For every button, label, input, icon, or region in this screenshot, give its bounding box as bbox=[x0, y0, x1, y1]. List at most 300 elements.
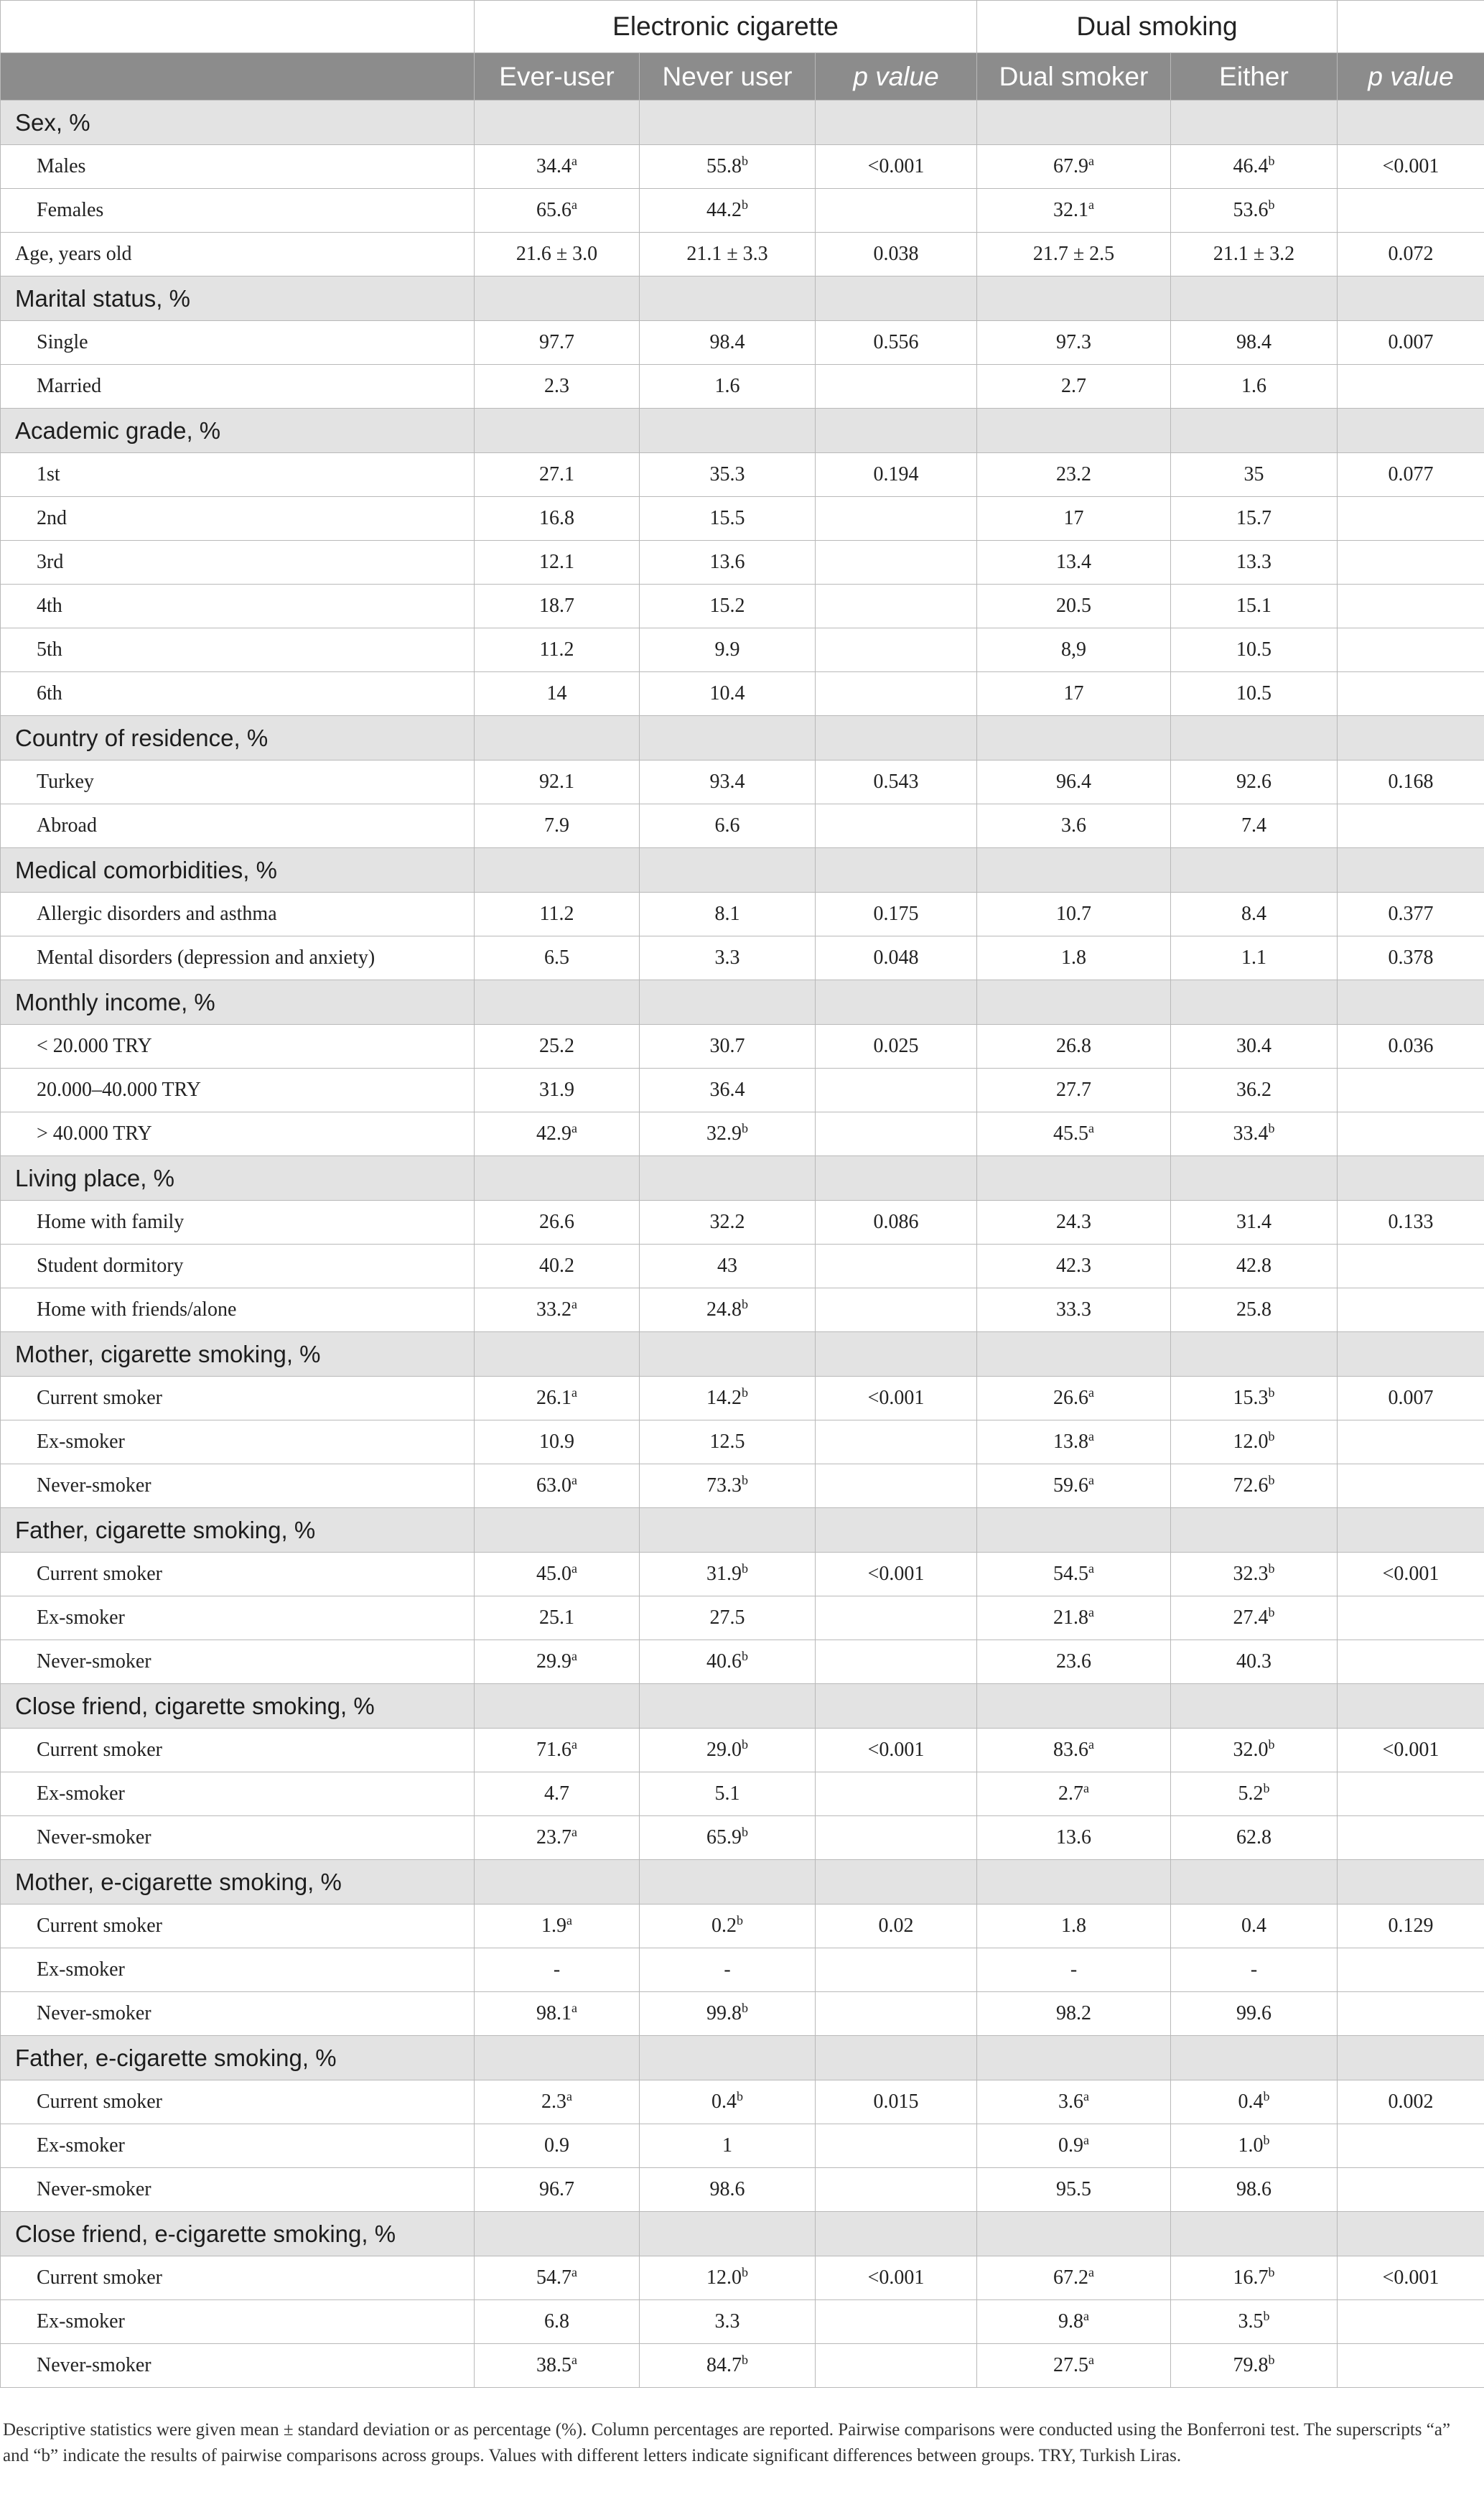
row-label: Current smoker bbox=[1, 1553, 475, 1596]
cell-value: 30.7 bbox=[709, 1035, 745, 1057]
cell-value: <0.001 bbox=[1382, 1563, 1439, 1585]
cell-dual-smoker bbox=[977, 233, 1171, 276]
cell-value: 98.6 bbox=[1236, 2178, 1271, 2200]
cell-ever-user bbox=[475, 365, 640, 409]
cell-value: 24.8 bbox=[706, 1298, 742, 1321]
significance-superscript: b bbox=[1268, 1121, 1275, 1135]
significance-superscript: b bbox=[737, 2089, 743, 2103]
cell-dual-smoker bbox=[977, 1596, 1171, 1640]
cell-either bbox=[1171, 1069, 1338, 1112]
cell-p-value-dual bbox=[1338, 1288, 1484, 1332]
cell-value: 2.3 bbox=[544, 375, 569, 397]
row-label: 6th bbox=[1, 672, 475, 716]
cell-ever-user bbox=[475, 585, 640, 628]
cell-ever-user bbox=[475, 189, 640, 233]
significance-superscript: b bbox=[742, 1121, 748, 1135]
column-header-row bbox=[1, 53, 1484, 101]
cell-p-value-ecig bbox=[816, 2168, 977, 2212]
cell-value: 12.0 bbox=[706, 2266, 742, 2289]
cell-value: 0.025 bbox=[873, 1035, 919, 1057]
cell-either bbox=[1171, 409, 1338, 453]
significance-superscript: b bbox=[1268, 1473, 1275, 1487]
cell-value: 3.6 bbox=[1058, 2091, 1083, 2113]
cell-value: 26.6 bbox=[539, 1211, 574, 1233]
cell-never-user bbox=[640, 2080, 816, 2124]
significance-superscript: a bbox=[571, 2265, 577, 2279]
cell-dual-smoker bbox=[977, 1332, 1171, 1377]
cell-value: 36.2 bbox=[1236, 1079, 1271, 1101]
column-header-p-value-dual-text: p value bbox=[1368, 61, 1454, 91]
cell-value: 0.4 bbox=[711, 2091, 737, 2113]
section-header-row bbox=[1, 2036, 1484, 2080]
cell-either bbox=[1171, 365, 1338, 409]
cell-value: 2.7 bbox=[1061, 375, 1086, 397]
row-label: Ex-smoker bbox=[1, 1596, 475, 1640]
cell-either bbox=[1171, 2124, 1338, 2168]
cell-p-value-ecig bbox=[816, 628, 977, 672]
cell-value: 92.1 bbox=[539, 771, 574, 793]
cell-ever-user bbox=[475, 2124, 640, 2168]
significance-superscript: b bbox=[742, 1385, 748, 1400]
row-label: Allergic disorders and asthma bbox=[1, 893, 475, 936]
cell-never-user bbox=[640, 2168, 816, 2212]
cell-never-user bbox=[640, 101, 816, 145]
significance-superscript: b bbox=[1268, 2353, 1275, 2367]
cell-never-user bbox=[640, 2212, 816, 2256]
cell-p-value-ecig bbox=[816, 1553, 977, 1596]
cell-ever-user bbox=[475, 761, 640, 804]
cell-p-value-dual bbox=[1338, 1464, 1484, 1508]
cell-either bbox=[1171, 2256, 1338, 2300]
table-row bbox=[1, 1420, 1484, 1464]
cell-never-user bbox=[640, 1948, 816, 1992]
cell-never-user bbox=[640, 2344, 816, 2388]
table-row bbox=[1, 2344, 1484, 2388]
cell-value: 14 bbox=[546, 682, 567, 704]
table-footnote: Descriptive statistics were given mean ± standard deviation or as percentage (%). Column percentages are reported. Pairwise comparisons were conducted using the Bonferroni test. The superscripts “a” and “b” indicate the results of pairwise comparisons across groups. Values with different letters indicate significant differences between groups. TRY, Turkish Liras. bbox=[3, 2420, 1451, 2465]
table-row bbox=[1, 1640, 1484, 1684]
cell-value: 24.3 bbox=[1056, 1211, 1091, 1233]
cell-value: 13.3 bbox=[1236, 551, 1271, 573]
cell-value: 0.02 bbox=[878, 1915, 914, 1937]
cell-value: 0.543 bbox=[873, 771, 919, 793]
cell-p-value-ecig bbox=[816, 1377, 977, 1420]
section-header-row bbox=[1, 848, 1484, 893]
cell-value: 12.1 bbox=[539, 551, 574, 573]
section-header-row bbox=[1, 1860, 1484, 1905]
cell-never-user bbox=[640, 1377, 816, 1420]
cell-p-value-dual bbox=[1338, 453, 1484, 497]
cell-p-value-ecig bbox=[816, 893, 977, 936]
cell-p-value-ecig bbox=[816, 1025, 977, 1069]
column-header-label bbox=[1, 53, 475, 101]
cell-either bbox=[1171, 1508, 1338, 1553]
cell-p-value-dual bbox=[1338, 936, 1484, 980]
cell-value: 0.377 bbox=[1388, 903, 1434, 925]
cell-p-value-dual bbox=[1338, 804, 1484, 848]
cell-either bbox=[1171, 804, 1338, 848]
cell-value: 95.5 bbox=[1056, 2178, 1091, 2200]
cell-value: 98.2 bbox=[1056, 2002, 1091, 2024]
cell-p-value-ecig bbox=[816, 189, 977, 233]
cell-p-value-dual bbox=[1338, 2080, 1484, 2124]
significance-superscript: a bbox=[566, 1913, 572, 1927]
table-row bbox=[1, 2124, 1484, 2168]
cell-value: 20.5 bbox=[1056, 595, 1091, 617]
cell-ever-user bbox=[475, 893, 640, 936]
cell-value: 13.6 bbox=[709, 551, 745, 573]
cell-p-value-dual bbox=[1338, 980, 1484, 1025]
section-header-row bbox=[1, 1684, 1484, 1729]
cell-value: 13.8 bbox=[1053, 1431, 1088, 1453]
cell-never-user bbox=[640, 1684, 816, 1729]
table-row bbox=[1, 1816, 1484, 1860]
cell-value: 0.9 bbox=[1058, 2134, 1083, 2157]
cell-dual-smoker bbox=[977, 2080, 1171, 2124]
cell-value: 21.8 bbox=[1053, 1606, 1088, 1629]
cell-p-value-dual bbox=[1338, 2212, 1484, 2256]
significance-superscript: b bbox=[742, 1297, 748, 1311]
cell-value: 31.9 bbox=[706, 1563, 742, 1585]
cell-value: 6.6 bbox=[714, 814, 740, 837]
cell-p-value-dual bbox=[1338, 1156, 1484, 1201]
cell-ever-user bbox=[475, 145, 640, 189]
row-label: Home with family bbox=[1, 1201, 475, 1245]
cell-p-value-ecig bbox=[816, 365, 977, 409]
table-row bbox=[1, 804, 1484, 848]
cell-p-value-dual bbox=[1338, 2124, 1484, 2168]
table-row bbox=[1, 1992, 1484, 2036]
cell-value: 40.6 bbox=[706, 1650, 742, 1673]
cell-value: 99.8 bbox=[706, 2002, 742, 2024]
section-header-row bbox=[1, 101, 1484, 145]
table-row bbox=[1, 1948, 1484, 1992]
cell-value: 0.9 bbox=[544, 2134, 569, 2157]
section-label: Country of residence, % bbox=[1, 716, 475, 761]
cell-dual-smoker bbox=[977, 1860, 1171, 1905]
significance-superscript: a bbox=[1083, 2309, 1089, 2323]
cell-dual-smoker bbox=[977, 145, 1171, 189]
cell-either bbox=[1171, 628, 1338, 672]
table-row bbox=[1, 1772, 1484, 1816]
section-header-row bbox=[1, 2212, 1484, 2256]
cell-never-user bbox=[640, 1332, 816, 1377]
table-row bbox=[1, 2300, 1484, 2344]
row-label: Married bbox=[1, 365, 475, 409]
cell-either bbox=[1171, 2168, 1338, 2212]
cell-p-value-dual bbox=[1338, 1377, 1484, 1420]
cell-either bbox=[1171, 2036, 1338, 2080]
cell-value: 12.0 bbox=[1233, 1431, 1269, 1453]
cell-never-user bbox=[640, 2300, 816, 2344]
significance-superscript: a bbox=[1088, 154, 1094, 168]
row-label: Age, years old bbox=[1, 233, 475, 276]
cell-ever-user bbox=[475, 2256, 640, 2300]
cell-value: 79.8 bbox=[1233, 2354, 1269, 2376]
significance-superscript: a bbox=[1088, 1429, 1094, 1443]
cell-value: 1.1 bbox=[1241, 947, 1266, 969]
significance-superscript: a bbox=[1083, 2089, 1089, 2103]
cell-p-value-ecig bbox=[816, 2080, 977, 2124]
cell-never-user bbox=[640, 189, 816, 233]
row-label: Ex-smoker bbox=[1, 2300, 475, 2344]
cell-never-user bbox=[640, 145, 816, 189]
cell-value: 98.4 bbox=[1236, 331, 1271, 353]
cell-either bbox=[1171, 1596, 1338, 1640]
cell-value: 10.5 bbox=[1236, 682, 1271, 704]
cell-never-user bbox=[640, 1860, 816, 1905]
cell-p-value-dual bbox=[1338, 1508, 1484, 1553]
cell-dual-smoker bbox=[977, 1948, 1171, 1992]
cell-value: 0.007 bbox=[1388, 1387, 1434, 1409]
cell-either bbox=[1171, 980, 1338, 1025]
cell-value: 16.7 bbox=[1233, 2266, 1269, 2289]
significance-superscript: a bbox=[571, 154, 577, 168]
cell-never-user bbox=[640, 1596, 816, 1640]
cell-dual-smoker bbox=[977, 541, 1171, 585]
cell-ever-user bbox=[475, 2212, 640, 2256]
significance-superscript: b bbox=[742, 2265, 748, 2279]
significance-superscript: b bbox=[742, 2001, 748, 2015]
cell-value: 2.3 bbox=[541, 2091, 566, 2113]
cell-dual-smoker bbox=[977, 1640, 1171, 1684]
cell-p-value-dual bbox=[1338, 2344, 1484, 2388]
cell-value: 13.4 bbox=[1056, 551, 1091, 573]
row-label: Current smoker bbox=[1, 1377, 475, 1420]
cell-p-value-ecig bbox=[816, 1905, 977, 1948]
cell-never-user bbox=[640, 1420, 816, 1464]
cell-value: <0.001 bbox=[867, 1387, 925, 1409]
row-label: 20.000–40.000 TRY bbox=[1, 1069, 475, 1112]
significance-superscript: a bbox=[1083, 1781, 1089, 1795]
cell-value: 0.002 bbox=[1388, 2091, 1434, 2113]
section-label: Medical comorbidities, % bbox=[1, 848, 475, 893]
cell-value: 9.8 bbox=[1058, 2310, 1083, 2333]
cell-value: 0.168 bbox=[1388, 771, 1434, 793]
significance-superscript: a bbox=[571, 197, 577, 212]
cell-p-value-dual bbox=[1338, 628, 1484, 672]
cell-ever-user bbox=[475, 2168, 640, 2212]
cell-p-value-dual bbox=[1338, 1729, 1484, 1772]
significance-superscript: b bbox=[1263, 2309, 1270, 2323]
group-header-dual-smoking: Dual smoking bbox=[977, 1, 1338, 53]
cell-value: 13.6 bbox=[1056, 1826, 1091, 1848]
column-header-ever-user: Ever-user bbox=[475, 53, 640, 101]
cell-value: 45.5 bbox=[1053, 1122, 1088, 1145]
cell-never-user bbox=[640, 1025, 816, 1069]
cell-ever-user bbox=[475, 1156, 640, 1201]
cell-value: 33.3 bbox=[1056, 1298, 1091, 1321]
cell-ever-user bbox=[475, 1245, 640, 1288]
cell-never-user bbox=[640, 321, 816, 365]
section-label: Father, cigarette smoking, % bbox=[1, 1508, 475, 1553]
row-label: Turkey bbox=[1, 761, 475, 804]
cell-p-value-ecig bbox=[816, 2036, 977, 2080]
cell-value: 0.036 bbox=[1388, 1035, 1434, 1057]
cell-value: 1.9 bbox=[541, 1915, 566, 1937]
cell-p-value-ecig bbox=[816, 1288, 977, 1332]
cell-value: 17 bbox=[1063, 682, 1084, 704]
cell-value: 27.4 bbox=[1233, 1606, 1269, 1629]
cell-dual-smoker bbox=[977, 848, 1171, 893]
cell-value: 44.2 bbox=[706, 199, 742, 221]
cell-p-value-ecig bbox=[816, 804, 977, 848]
cell-dual-smoker bbox=[977, 1553, 1171, 1596]
cell-never-user bbox=[640, 716, 816, 761]
significance-superscript: a bbox=[1088, 1561, 1094, 1576]
cell-p-value-ecig bbox=[816, 980, 977, 1025]
cell-dual-smoker bbox=[977, 1288, 1171, 1332]
cell-either bbox=[1171, 893, 1338, 936]
cell-p-value-ecig bbox=[816, 1596, 977, 1640]
cell-value: 0.4 bbox=[1238, 2091, 1264, 2113]
cell-value: 7.9 bbox=[544, 814, 569, 837]
significance-superscript: a bbox=[1088, 1473, 1094, 1487]
cell-dual-smoker bbox=[977, 893, 1171, 936]
cell-p-value-ecig bbox=[816, 1772, 977, 1816]
cell-value: 0.038 bbox=[873, 243, 919, 265]
cell-p-value-ecig bbox=[816, 1992, 977, 2036]
row-label: Ex-smoker bbox=[1, 2124, 475, 2168]
cell-ever-user bbox=[475, 2080, 640, 2124]
cell-dual-smoker bbox=[977, 1377, 1171, 1420]
cell-never-user bbox=[640, 2256, 816, 2300]
cell-p-value-ecig bbox=[816, 936, 977, 980]
row-label: Current smoker bbox=[1, 1905, 475, 1948]
cell-ever-user bbox=[475, 1684, 640, 1729]
row-label: Never-smoker bbox=[1, 1464, 475, 1508]
cell-value: - bbox=[553, 1958, 561, 1981]
significance-superscript: b bbox=[1263, 2133, 1270, 2147]
row-label: Single bbox=[1, 321, 475, 365]
significance-superscript: b bbox=[1268, 1605, 1275, 1619]
cell-value: 0.129 bbox=[1388, 1915, 1434, 1937]
group-header-row bbox=[1, 1, 1484, 53]
cell-value: 73.3 bbox=[706, 1474, 742, 1497]
table-row bbox=[1, 1245, 1484, 1288]
cell-value: 6.5 bbox=[544, 947, 569, 969]
cell-p-value-dual bbox=[1338, 893, 1484, 936]
cell-dual-smoker bbox=[977, 321, 1171, 365]
significance-superscript: b bbox=[742, 1825, 748, 1839]
row-label: 1st bbox=[1, 453, 475, 497]
cell-dual-smoker bbox=[977, 716, 1171, 761]
cell-p-value-dual bbox=[1338, 2168, 1484, 2212]
cell-p-value-dual bbox=[1338, 1553, 1484, 1596]
cell-ever-user bbox=[475, 1112, 640, 1156]
cell-ever-user bbox=[475, 1948, 640, 1992]
significance-superscript: a bbox=[571, 1385, 577, 1400]
table-row bbox=[1, 453, 1484, 497]
group-header-blank bbox=[1338, 1, 1484, 53]
cell-value: 27.5 bbox=[1053, 2354, 1088, 2376]
cell-value: 15.7 bbox=[1236, 507, 1271, 529]
cell-value: 0.556 bbox=[873, 331, 919, 353]
table-row bbox=[1, 1288, 1484, 1332]
cell-p-value-dual bbox=[1338, 848, 1484, 893]
cell-p-value-ecig bbox=[816, 1112, 977, 1156]
cell-value: 29.0 bbox=[706, 1739, 742, 1761]
cell-value: 3.5 bbox=[1238, 2310, 1264, 2333]
cell-p-value-dual bbox=[1338, 101, 1484, 145]
cell-never-user bbox=[640, 1201, 816, 1245]
section-header-row bbox=[1, 276, 1484, 321]
cell-either bbox=[1171, 1420, 1338, 1464]
cell-p-value-ecig bbox=[816, 1948, 977, 1992]
cell-either bbox=[1171, 1288, 1338, 1332]
cell-value: 1 bbox=[722, 2134, 732, 2157]
significance-superscript: b bbox=[1268, 197, 1275, 212]
table-body bbox=[1, 101, 1484, 2388]
significance-superscript: a bbox=[1088, 1605, 1094, 1619]
cell-p-value-dual bbox=[1338, 1948, 1484, 1992]
table-row bbox=[1, 628, 1484, 672]
row-label: Ex-smoker bbox=[1, 1420, 475, 1464]
cell-value: 0.378 bbox=[1388, 947, 1434, 969]
cell-p-value-dual bbox=[1338, 1860, 1484, 1905]
table-row bbox=[1, 585, 1484, 628]
cell-value: 27.5 bbox=[709, 1606, 745, 1629]
significance-superscript: b bbox=[742, 1649, 748, 1663]
cell-ever-user bbox=[475, 672, 640, 716]
cell-ever-user bbox=[475, 1201, 640, 1245]
cell-p-value-ecig bbox=[816, 761, 977, 804]
significance-superscript: a bbox=[1088, 1737, 1094, 1752]
cell-value: 54.5 bbox=[1053, 1563, 1088, 1585]
cell-dual-smoker bbox=[977, 1816, 1171, 1860]
table-row bbox=[1, 1464, 1484, 1508]
cell-value: 21.1 ± 3.2 bbox=[1213, 243, 1295, 265]
cell-value: 27.1 bbox=[539, 463, 574, 485]
cell-p-value-ecig bbox=[816, 1464, 977, 1508]
cell-value: 9.9 bbox=[714, 638, 740, 661]
significance-superscript: a bbox=[566, 2089, 572, 2103]
cell-value: 1.8 bbox=[1061, 1915, 1086, 1937]
cell-value: 3.3 bbox=[714, 947, 740, 969]
significance-superscript: a bbox=[1088, 197, 1094, 212]
cell-value: 98.1 bbox=[536, 2002, 571, 2024]
table-row bbox=[1, 1201, 1484, 1245]
cell-either bbox=[1171, 1948, 1338, 1992]
row-label: Current smoker bbox=[1, 2080, 475, 2124]
cell-p-value-ecig bbox=[816, 585, 977, 628]
cell-value: 42.9 bbox=[536, 1122, 571, 1145]
significance-superscript: b bbox=[742, 154, 748, 168]
cell-value: 16.8 bbox=[539, 507, 574, 529]
table-row bbox=[1, 365, 1484, 409]
cell-value: 21.6 ± 3.0 bbox=[515, 243, 598, 265]
cell-never-user bbox=[640, 1905, 816, 1948]
cell-p-value-dual bbox=[1338, 321, 1484, 365]
cell-dual-smoker bbox=[977, 365, 1171, 409]
cell-either bbox=[1171, 2300, 1338, 2344]
cell-p-value-dual bbox=[1338, 1069, 1484, 1112]
cell-never-user bbox=[640, 1245, 816, 1288]
cell-value: 26.1 bbox=[536, 1387, 571, 1409]
cell-ever-user bbox=[475, 716, 640, 761]
cell-value: 14.2 bbox=[706, 1387, 742, 1409]
cell-value: 10.7 bbox=[1056, 903, 1091, 925]
cell-ever-user bbox=[475, 1420, 640, 1464]
significance-superscript: a bbox=[571, 1561, 577, 1576]
cell-ever-user bbox=[475, 848, 640, 893]
cell-dual-smoker bbox=[977, 2212, 1171, 2256]
cell-dual-smoker bbox=[977, 2300, 1171, 2344]
cell-ever-user bbox=[475, 1640, 640, 1684]
cell-p-value-ecig bbox=[816, 2212, 977, 2256]
cell-value: 2.7 bbox=[1058, 1782, 1083, 1805]
cell-either bbox=[1171, 1025, 1338, 1069]
